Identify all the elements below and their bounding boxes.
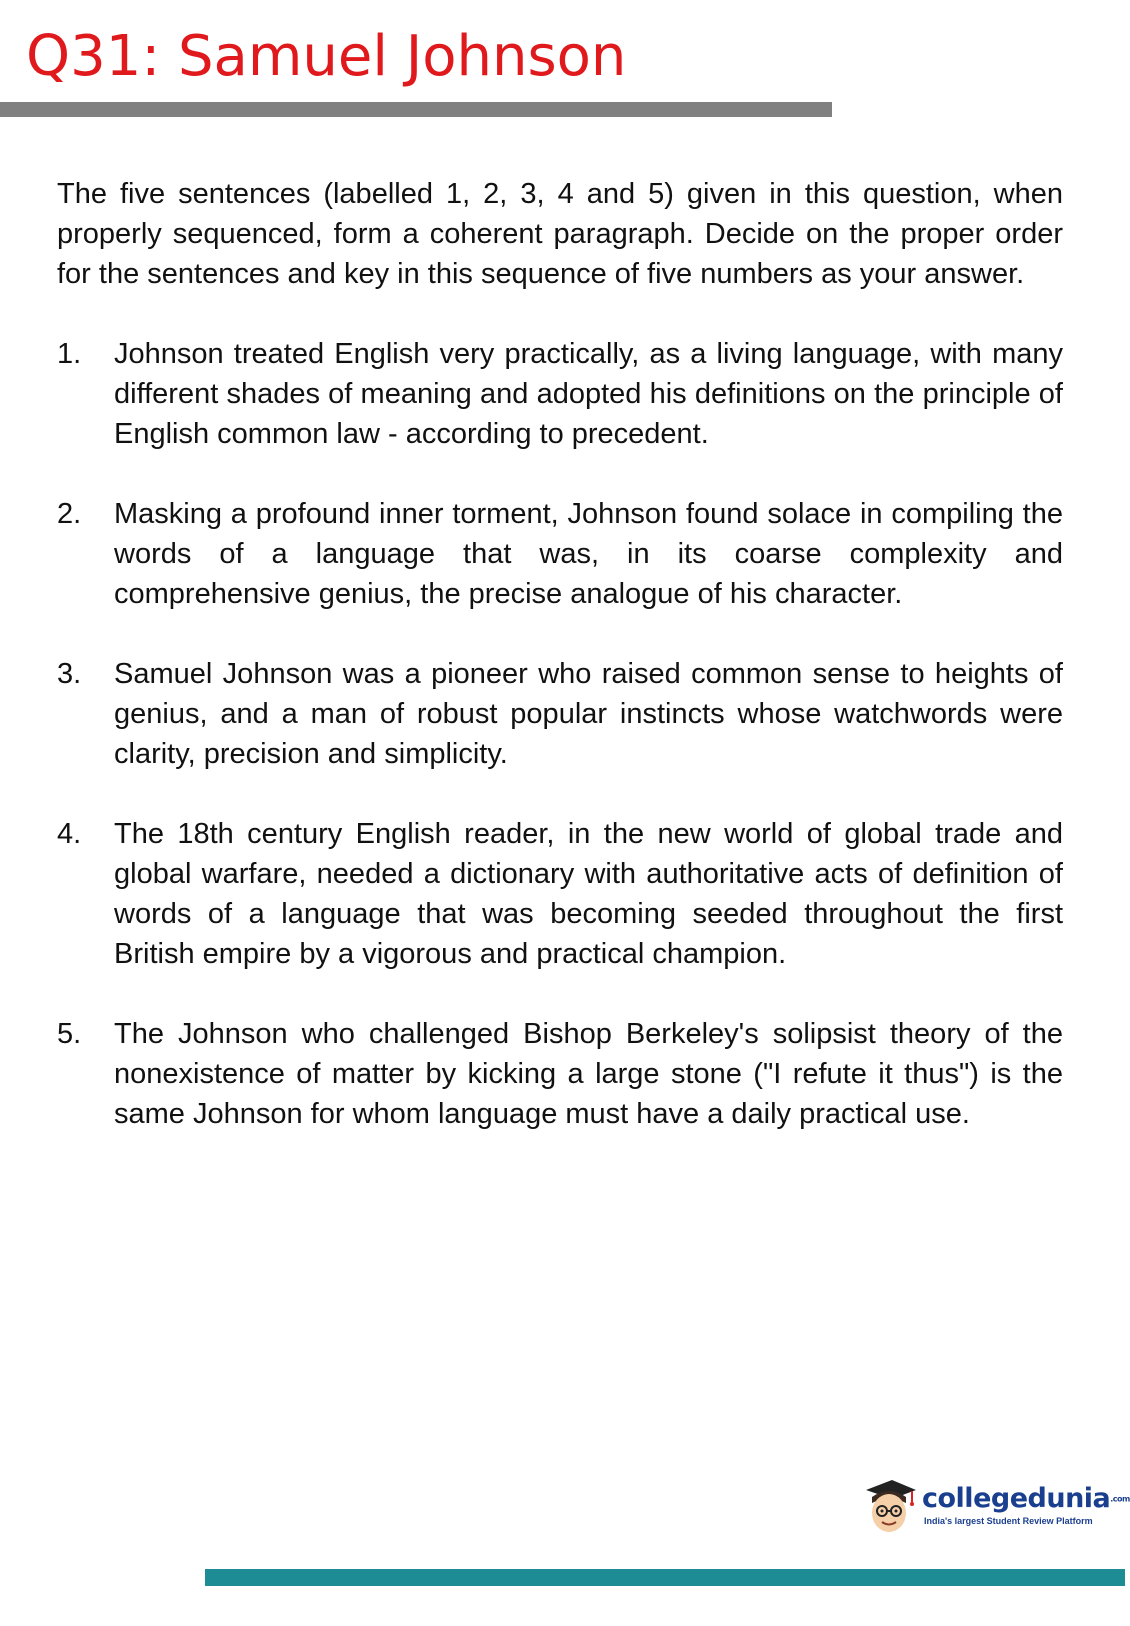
sentence-text: Samuel Johnson was a pioneer who raised common sense to heights of genius, and a man of robust popular instincts whose watchwords were clarity, precision and simplicity. (114, 658, 1063, 770)
sentence-number: 5. (57, 1018, 82, 1050)
brand-text (922, 1483, 1130, 1528)
sentence-number: 1. (57, 338, 82, 370)
sentence-item (57, 814, 1063, 974)
title-underline-bar (0, 102, 832, 117)
sentence-item (57, 1014, 1063, 1134)
question-instructions: The five sentences (labelled 1, 2, 3, 4 and 5) given in this question, when properly sequenced, form a coherent paragraph. Decide on the proper order for the sentences and key in this sequence of five numbers as your answer. (57, 178, 1063, 290)
sentence-text: Masking a profound inner torment, Johnson found solace in compiling the words of a language that was, in its coarse complexity and comprehensive genius, the precise analogue of his character. (114, 498, 1063, 610)
sentence-item (57, 494, 1063, 614)
student-mascot-icon (862, 1473, 916, 1537)
sentence-item (57, 334, 1063, 454)
sentence-list (57, 334, 1063, 1134)
page-title: Q31: Samuel Johnson (26, 24, 627, 89)
sentence-text: The Johnson who challenged Bishop Berkeley's solipsist theory of the nonexistence of matter by kicking a large stone ("I refute it thus") is the same Johnson for whom language must have a daily practical use. (114, 1018, 1063, 1130)
brand-tagline: India's largest Student Review Platform (924, 1516, 1093, 1527)
sentence-number: 2. (57, 498, 82, 530)
brand-domain-suffix: .com (1110, 1494, 1130, 1504)
sentence-number: 3. (57, 658, 82, 690)
sentence-item (57, 654, 1063, 774)
collegedunia-logo (862, 1473, 1130, 1537)
sentence-number: 4. (57, 818, 82, 850)
brand-name: collegedunia (922, 1482, 1111, 1514)
sentence-text: The 18th century English reader, in the new world of global trade and global warfare, needed a dictionary with authoritative acts of definition of words of a language that was becoming seeded throughout the first British empire by a vigorous and practical champion. (114, 818, 1063, 970)
footer-accent-bar (205, 1569, 1125, 1586)
question-body (57, 174, 1063, 1174)
sentence-text: Johnson treated English very practically, as a living language, with many different shades of meaning and adopted his definitions on the principle of English common law - according to precedent. (114, 338, 1063, 450)
